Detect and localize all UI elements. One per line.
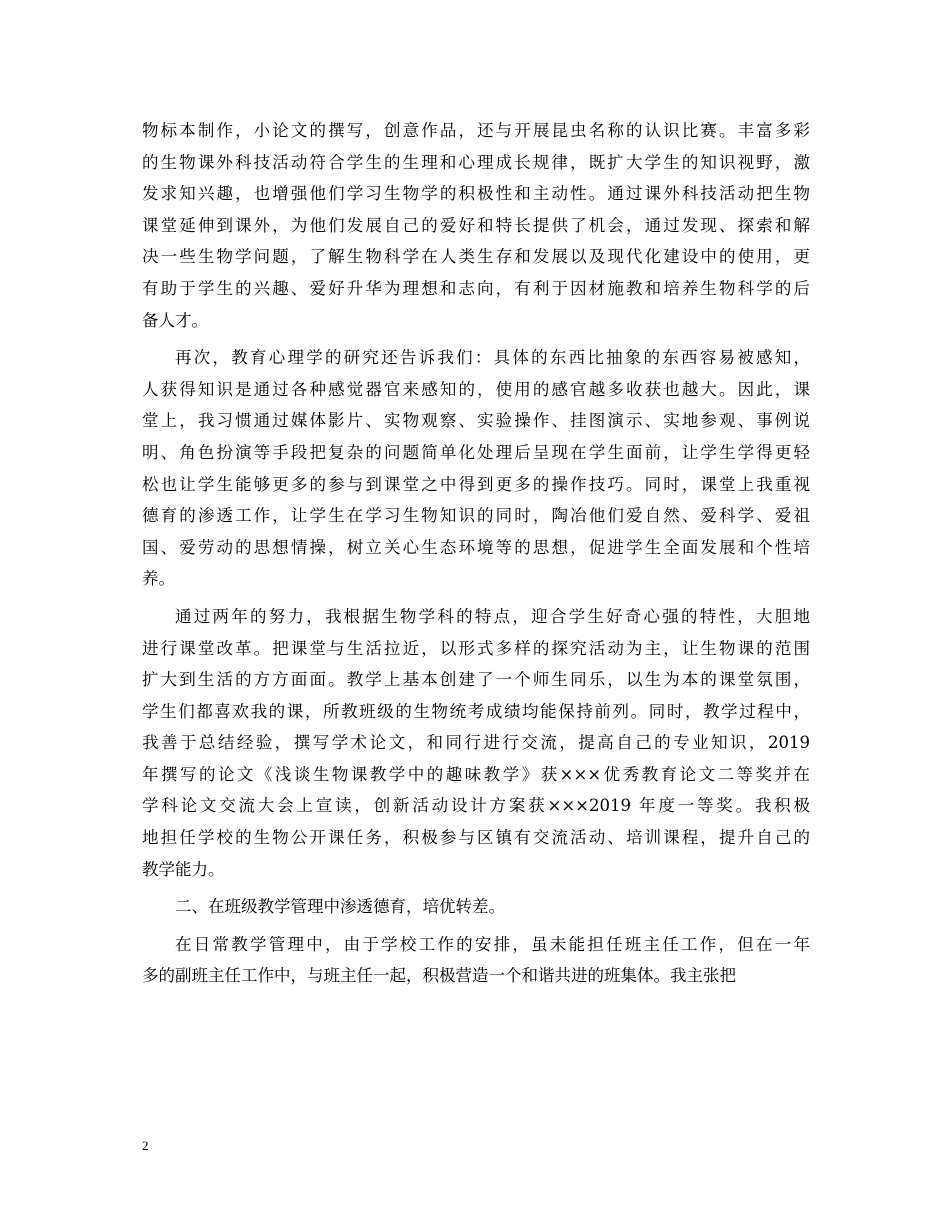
text-line: 决一些生物学问题，了解生物科学在人类生存和发展以及现代化建设中的使用，更 xyxy=(142,247,810,267)
paragraph xyxy=(142,115,810,336)
paragraph xyxy=(142,929,810,992)
paragraph xyxy=(142,601,810,885)
paragraph xyxy=(142,891,810,923)
text-line: 明、角色扮演等手段把复杂的问题简单化处理后呈现在学生面前，让学生学得更轻 xyxy=(142,442,810,462)
text-line: 进行课堂改革。把课堂与生活拉近，以形式多样的探究活动为主，让生物课的范围 xyxy=(142,638,810,658)
text-line: 物标本制作，小论文的撰写，创意作品，还与开展昆虫名称的认识比赛。丰富多彩 xyxy=(142,121,810,140)
text-line: 在日常教学管理中，由于学校工作的安排，虽未能担任班主任工作，但在一年 xyxy=(175,934,810,954)
text-line: 国、爱劳动的思想情操，树立关心生态环境等的思想，促进学生全面发展和个性培 xyxy=(142,537,810,557)
text-line: 年撰写的论文《浅谈生物课教学中的趣味教学》获×××优秀教育论文二等奖并在 xyxy=(142,764,810,784)
text-line: 通过两年的努力，我根据生物学科的特点，迎合学生好奇心强的特性，大胆地 xyxy=(175,606,810,626)
text-line: 堂上，我习惯通过媒体影片、实物观察、实验操作、挂图演示、实地参观、事例说 xyxy=(142,411,810,431)
text-line: 再次，教育心理学的研究还告诉我们：具体的东西比抽象的东西容易被感知， xyxy=(175,348,810,368)
text-line: 学科论文交流大会上宣读，创新活动设计方案获×××2019 年度一等奖。我积极 xyxy=(142,796,810,816)
document-body xyxy=(142,115,810,992)
text-line: 松也让学生能够更多的参与到课堂之中得到更多的操作技巧。同时，课堂上我重视 xyxy=(142,474,810,494)
text-line: 备人才。 xyxy=(142,310,208,330)
text-line: 二、在班级教学管理中渗透德育，培优转差。 xyxy=(175,897,505,917)
text-line: 扩大到生活的方方面面。教学上基本创建了一个师生同乐，以生为本的课堂氛围， xyxy=(142,670,810,690)
text-line: 地担任学校的生物公开课任务，积极参与区镇有交流活动、培训课程，提升自己的 xyxy=(142,828,810,848)
text-line: 人获得知识是通过各种感觉器官来感知的，使用的感官越多收获也越大。因此，课 xyxy=(142,379,810,399)
text-line: 学生们都喜欢我的课，所教班级的生物统考成绩均能保持前列。同时，教学过程中， xyxy=(142,701,810,721)
text-line: 教学能力。 xyxy=(142,859,225,879)
text-line: 课堂延伸到课外，为他们发展自己的爱好和特长提供了机会，通过发现、探索和解 xyxy=(142,215,810,235)
text-line: 养。 xyxy=(142,569,175,589)
text-line: 的生物课外科技活动符合学生的生理和心理成长规律，既扩大学生的知识视野，激 xyxy=(142,152,810,172)
text-line: 多的副班主任工作中，与班主任一起，积极营造一个和谐共进的班集体。我主张把 xyxy=(142,966,736,986)
text-line: 发求知兴趣，也增强他们学习生物学的积极性和主动性。通过课外科技活动把生物 xyxy=(142,184,810,204)
text-line: 有助于学生的兴趣、爱好升华为理想和志向，有利于因材施教和培养生物科学的后 xyxy=(142,278,810,298)
text-line: 我善于总结经验，撰写学术论文，和同行进行交流，提高自己的专业知识，2019 xyxy=(142,733,810,753)
page-number: 2 xyxy=(142,1138,149,1153)
paragraph xyxy=(142,342,810,595)
text-line: 德育的渗透工作，让学生在学习生物知识的同时，陶冶他们爱自然、爱科学、爱祖 xyxy=(142,506,810,526)
